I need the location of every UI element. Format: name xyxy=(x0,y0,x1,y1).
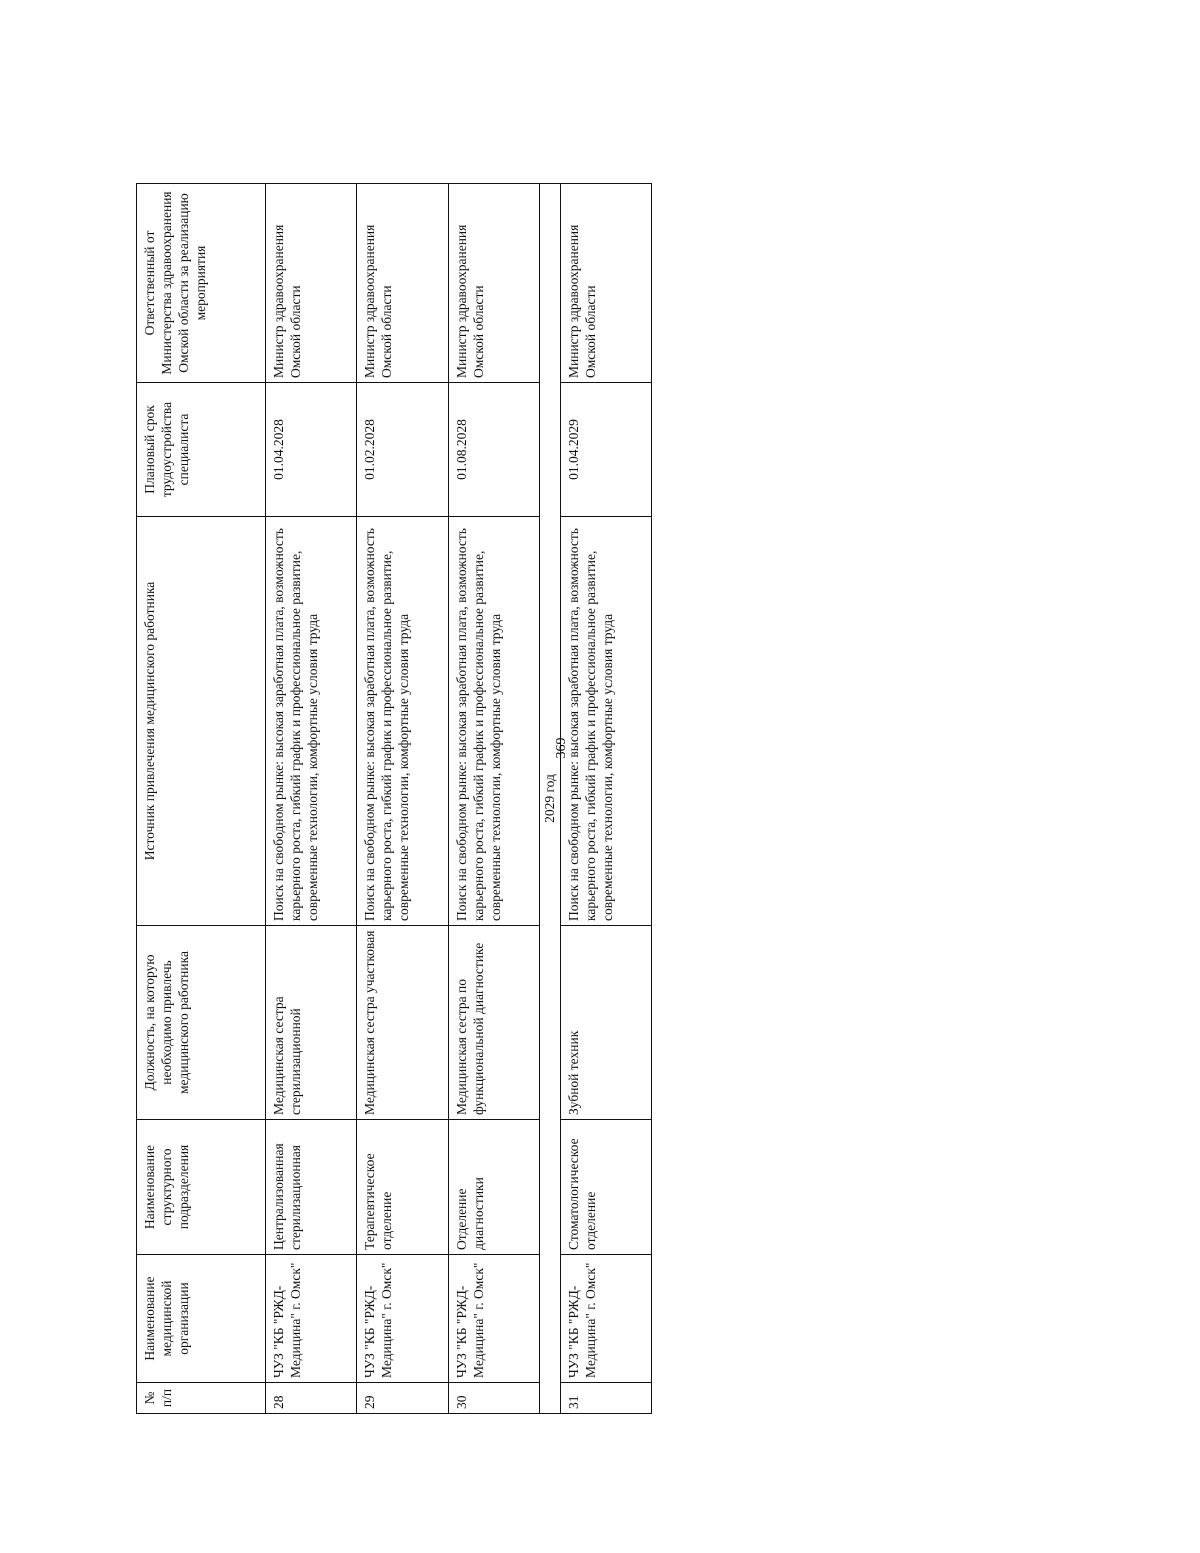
page-number: 369 xyxy=(554,737,569,759)
row-responsible: Министр здравоохранения Омской области xyxy=(266,184,357,383)
table-container xyxy=(136,184,652,1414)
table-row xyxy=(448,184,539,1414)
table-row xyxy=(560,184,651,1414)
staffing-table xyxy=(136,183,652,1414)
year-divider-row xyxy=(540,184,561,1414)
row-source: Поиск на свободном рынке: высокая заработная плата, возможность карьерного роста, гибкий график и профессиональное развитие, современные технологии, комфортные условия труда xyxy=(560,517,651,926)
row-position: Медицинская сестра участковая xyxy=(357,926,448,1120)
row-unit: Отделение диагностики xyxy=(448,1120,539,1255)
header-number: № п/п xyxy=(137,1383,266,1414)
row-organization: ЧУЗ "КБ "РЖД-Медицина" г. Омск" xyxy=(266,1255,357,1383)
row-organization: ЧУЗ "КБ "РЖД-Медицина" г. Омск" xyxy=(357,1255,448,1383)
row-number: 31 xyxy=(560,1383,651,1414)
row-date: 01.08.2028 xyxy=(448,383,539,517)
row-date: 01.02.2028 xyxy=(357,383,448,517)
table-header-row xyxy=(137,184,266,1414)
row-source: Поиск на свободном рынке: высокая заработная плата, возможность карьерного роста, гибкий график и профессиональное развитие, современные технологии, комфортные условия труда xyxy=(357,517,448,926)
header-date: Плановый срок трудоустройства специалиста xyxy=(137,383,266,517)
row-source: Поиск на свободном рынке: высокая заработная плата, возможность карьерного роста, гибкий график и профессиональное развитие, современные технологии, комфортные условия труда xyxy=(266,517,357,926)
row-unit: Стоматологическое отделение xyxy=(560,1120,651,1255)
year-label: 2029 год xyxy=(540,184,561,1414)
row-position: Медицинская сестра по функциональной диагностике xyxy=(448,926,539,1120)
rotated-table-frame xyxy=(136,184,652,1414)
row-responsible: Министр здравоохранения Омской области xyxy=(560,184,651,383)
row-unit: Централизованная стерилизационная xyxy=(266,1120,357,1255)
header-unit: Наименование структурного подразделения xyxy=(137,1120,266,1255)
row-number: 28 xyxy=(266,1383,357,1414)
row-date: 01.04.2029 xyxy=(560,383,651,517)
header-source: Источник привлечения медицинского работника xyxy=(137,517,266,926)
table-row xyxy=(357,184,448,1414)
row-organization: ЧУЗ "КБ "РЖД-Медицина" г. Омск" xyxy=(560,1255,651,1383)
row-position: Медицинская сестра стерилизационной xyxy=(266,926,357,1120)
row-source: Поиск на свободном рынке: высокая заработная плата, возможность карьерного роста, гибкий график и профессиональное развитие, современные технологии, комфортные условия труда xyxy=(448,517,539,926)
row-number: 29 xyxy=(357,1383,448,1414)
header-responsible: Ответственный от Министерства здравоохранения Омской области за реализацию мероприятия xyxy=(137,184,266,383)
row-organization: ЧУЗ "КБ "РЖД-Медицина" г. Омск" xyxy=(448,1255,539,1383)
table-row xyxy=(266,184,357,1414)
row-responsible: Министр здравоохранения Омской области xyxy=(448,184,539,383)
row-date: 01.04.2028 xyxy=(266,383,357,517)
row-number: 30 xyxy=(448,1383,539,1414)
row-responsible: Министр здравоохранения Омской области xyxy=(357,184,448,383)
row-position: Зубной техник xyxy=(560,926,651,1120)
header-organization: Наименование медицинской организации xyxy=(137,1255,266,1383)
row-unit: Терапевтическое отделение xyxy=(357,1120,448,1255)
header-position: Должность, на которую необходимо привлечь медицинского работника xyxy=(137,926,266,1120)
